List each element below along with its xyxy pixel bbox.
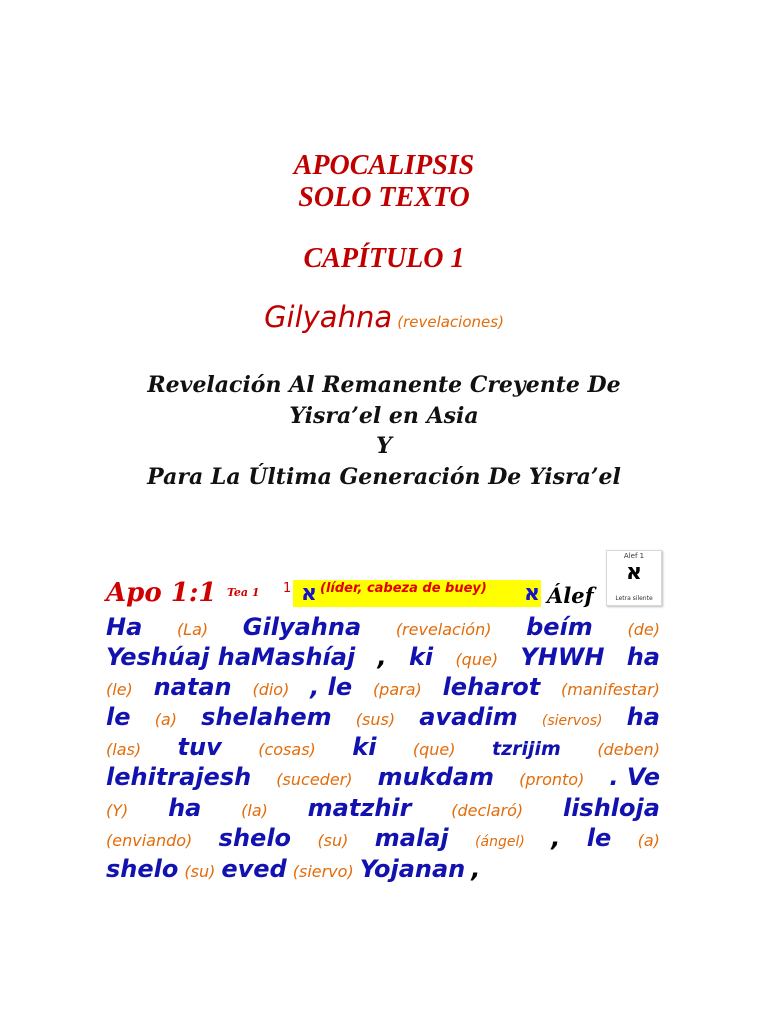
spanish-gloss: (ángel) — [475, 834, 525, 850]
hebrew-word: leharot — [442, 673, 541, 701]
spanish-gloss: (Y) — [106, 801, 129, 820]
hebrew-word: Gilyahna — [242, 613, 362, 641]
hebrew-word: . Ve — [609, 763, 660, 791]
book-name-line — [0, 300, 768, 334]
spanish-gloss: (su) — [317, 831, 349, 850]
verse-text-line — [106, 733, 660, 761]
spanish-gloss: (cosas) — [258, 740, 316, 759]
spanish-gloss: (que) — [412, 740, 456, 759]
hebrew-word: matzhir — [307, 794, 412, 822]
spanish-gloss: (le) — [106, 680, 133, 699]
spanish-gloss: (revelación) — [395, 620, 492, 639]
alef-card-title: Alef 1 — [623, 552, 645, 560]
hebrew-word: malaj — [374, 824, 449, 852]
hebrew-word: ha — [626, 703, 660, 731]
book-name-gloss: (revelaciones) — [397, 313, 504, 331]
verse-text-line — [106, 613, 660, 641]
spanish-gloss: (que) — [455, 650, 499, 669]
book-name-word: Gilyahna — [264, 300, 393, 334]
verse-text-line — [106, 673, 660, 701]
hebrew-word: lehitrajesh — [106, 763, 252, 791]
book-title: APOCALIPSIS — [293, 150, 475, 181]
footnote-marker[interactable]: 1 — [283, 581, 292, 596]
spanish-gloss: (La) — [176, 620, 209, 639]
hebrew-word: YHWH — [520, 643, 605, 671]
verse-text-line — [106, 643, 660, 671]
spanish-gloss: (a) — [637, 831, 660, 850]
spanish-gloss: (su) — [184, 862, 216, 881]
hebrew-word: ha — [626, 643, 660, 671]
spanish-gloss: (siervo) — [292, 862, 354, 881]
hebrew-word: avadim — [419, 703, 518, 731]
spanish-gloss: (sus) — [355, 710, 396, 729]
spanish-gloss: (a) — [154, 710, 177, 729]
hebrew-word: ha — [168, 794, 202, 822]
chapter-heading: CAPÍTULO 1 — [303, 243, 465, 274]
aleph-letter-second: א — [524, 581, 541, 606]
hebrew-word: shelo — [106, 855, 179, 883]
aleph-letter: א — [301, 581, 318, 606]
hebrew-word: tuv — [177, 733, 222, 761]
spanish-gloss: (siervos) — [541, 713, 603, 729]
hebrew-word: , le — [310, 673, 353, 701]
spanish-gloss: (enviando) — [106, 831, 193, 850]
hebrew-word: beím — [526, 613, 593, 641]
hebrew-word: lishloja — [562, 794, 660, 822]
aleph-name: Álef — [547, 583, 594, 608]
spanish-gloss: (dio) — [252, 680, 290, 699]
tea-reference: Tea 1 — [227, 586, 260, 599]
hebrew-word: mukdam — [377, 763, 495, 791]
spanish-gloss: (las) — [106, 740, 142, 759]
punctuation: , — [471, 855, 481, 883]
book-subtitle: SOLO TEXTO — [298, 182, 470, 213]
hebrew-word: Ha — [106, 613, 143, 641]
hebrew-word: le — [586, 824, 612, 852]
spanish-gloss: (suceder) — [276, 770, 353, 789]
subheading-line-1: Revelación Al Remanente Creyente De — [147, 372, 621, 398]
aleph-gloss: (líder, cabeza de buey) — [320, 581, 487, 596]
verse-reference: Apo 1:1 — [106, 578, 217, 608]
alef-card-glyph: א — [625, 560, 643, 585]
hebrew-word: ki — [352, 733, 377, 761]
punctuation: , — [377, 643, 387, 671]
spanish-gloss: (la) — [241, 801, 268, 820]
subheading-line-4: Para La Última Generación De Yisra’el — [147, 464, 621, 490]
spanish-gloss: (para) — [372, 680, 422, 699]
alef-letter-card — [606, 550, 662, 606]
spanish-gloss: (pronto) — [519, 770, 585, 789]
hebrew-word: eved — [221, 855, 287, 883]
hebrew-word: ki — [408, 643, 434, 671]
hebrew-word: tzrijim — [491, 738, 561, 760]
hebrew-word: natan — [153, 673, 232, 701]
subheading-line-3: Y — [376, 433, 392, 459]
verse-text-line — [106, 855, 660, 883]
hebrew-word: shelo — [218, 824, 292, 852]
punctuation: , — [551, 824, 561, 852]
spanish-gloss: (manifestar) — [560, 680, 660, 699]
verse-text-line — [106, 794, 660, 822]
spanish-gloss: (deben) — [597, 740, 660, 759]
subheading-line-2: Yisra’el en Asia — [289, 403, 479, 429]
spanish-gloss: (de) — [627, 620, 660, 639]
hebrew-word: Yeshúaj haMashíaj — [106, 643, 356, 671]
spanish-gloss: (declaró) — [451, 801, 524, 820]
hebrew-word: shelahem — [201, 703, 332, 731]
hebrew-word: le — [106, 703, 131, 731]
hebrew-word: Yojanan — [359, 855, 466, 883]
verse-text-line — [106, 763, 660, 791]
alef-card-caption: Letra silente — [615, 595, 653, 602]
verse-text-line — [106, 703, 660, 731]
verse-text-line — [106, 824, 660, 852]
